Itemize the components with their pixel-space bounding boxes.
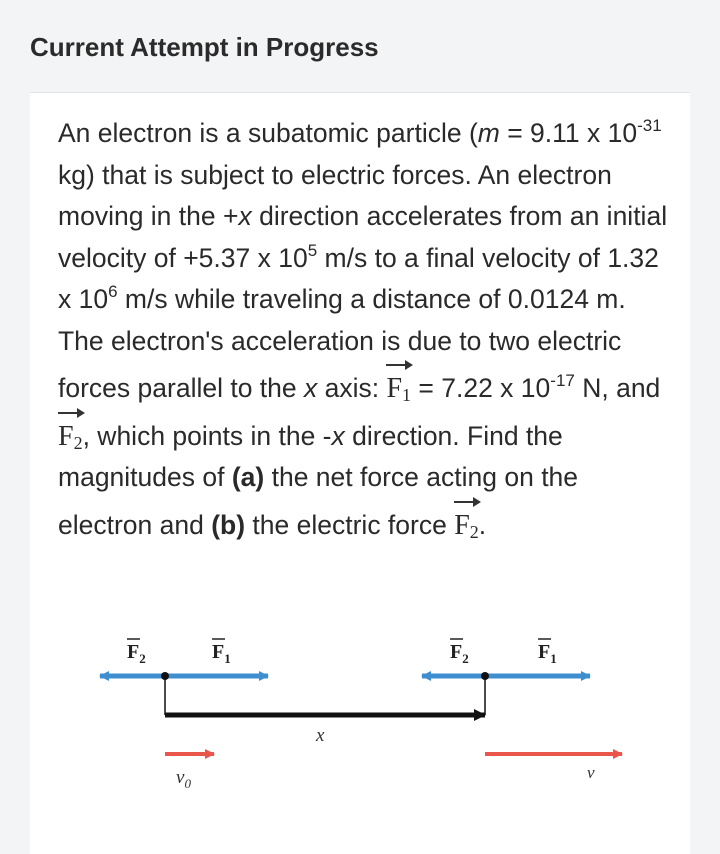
force-diagram bbox=[30, 93, 690, 854]
initial-velocity-label: $v_0$ bbox=[176, 767, 191, 791]
displacement-label: x bbox=[316, 725, 325, 746]
f2-vector-symbol-b: $F_2$ bbox=[454, 499, 479, 547]
question-text: An electron is a subatomic particle (m = 9.11 x $10^{-31}$ kg) that is subject to electric forces. An electron moving in the +x direction accelerates from an initial velocity of +5.37 x $10^5$ m/s to a final velocity of 1.32 x $10^6$ m/s while traveling a distance of 0.0124 m. The electron's acceleration is due to two electric forces parallel to the x axis: $F_1 = 7.22$ x $10^{-17}$ N, and $F_2$, which points in the -x direction. Find the magnitudes of (a) the net force acting on the electron and (b) the electric force $F_2$. bbox=[58, 113, 668, 546]
f2-vector-symbol: $F_2$ bbox=[58, 410, 83, 458]
page-header bbox=[0, 0, 720, 92]
page-title: Current Attempt in Progress bbox=[30, 32, 379, 62]
right-f1-label: $F_1$ bbox=[538, 641, 557, 666]
final-velocity-label: v bbox=[587, 763, 595, 782]
left-f1-label: $F_1$ bbox=[212, 641, 231, 666]
f1-vector-symbol: $F_1$ bbox=[386, 362, 411, 410]
left-f2-label: $F_2$ bbox=[127, 641, 146, 666]
final-position-group bbox=[422, 639, 622, 782]
question-card bbox=[30, 92, 690, 854]
right-f2-label: $F_2$ bbox=[450, 641, 469, 666]
